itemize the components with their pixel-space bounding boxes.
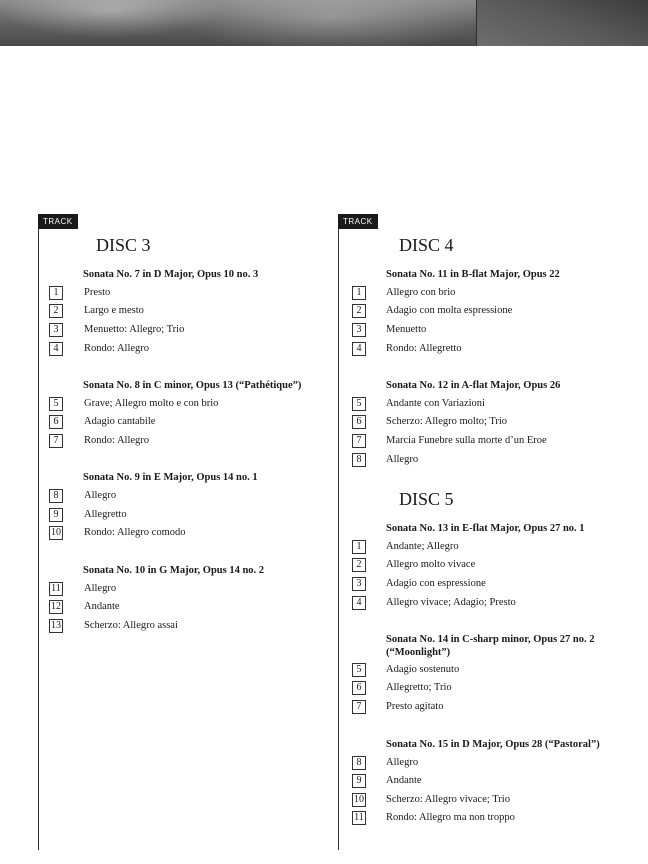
sonata-title: Sonata No. 13 in E-flat Major, Opus 27 no. 1 bbox=[386, 523, 585, 534]
track-name: Rondo: Allegro ma non troppo bbox=[386, 812, 515, 823]
track-number: 1 bbox=[352, 286, 366, 300]
track-name: Menuetto bbox=[386, 324, 427, 335]
track-name: Scherzo: Allegro vivace; Trio bbox=[386, 794, 510, 805]
sonata-title: Sonata No. 12 in A-flat Major, Opus 26 bbox=[386, 380, 561, 391]
track-name: Scherzo: Allegro molto; Trio bbox=[386, 416, 508, 427]
track-name: Rondo: Allegro bbox=[84, 435, 150, 446]
track-number: 9 bbox=[352, 774, 366, 788]
track-number: 4 bbox=[49, 342, 63, 356]
header-banner-panel bbox=[476, 0, 648, 46]
track-header-right: TRACK bbox=[338, 214, 378, 229]
track-number: 10 bbox=[354, 794, 364, 805]
sonata-title: Sonata No. 9 in E Major, Opus 14 no. 1 bbox=[83, 472, 258, 483]
track-number: 8 bbox=[352, 453, 366, 467]
track-number: 1 bbox=[49, 286, 63, 300]
track-name: Allegro vivace; Adagio; Presto bbox=[386, 597, 516, 608]
track-number: 6 bbox=[352, 681, 366, 695]
sonata-title: Sonata No. 7 in D Major, Opus 10 no. 3 bbox=[83, 269, 259, 280]
track-number: 2 bbox=[352, 558, 366, 572]
track-number: 13 bbox=[51, 620, 61, 631]
track-name: Adagio sostenuto bbox=[386, 664, 460, 675]
track-name: Andante con Variazioni bbox=[386, 398, 485, 409]
track-number: 2 bbox=[352, 304, 366, 318]
track-name: Adagio cantabile bbox=[84, 416, 156, 427]
track-number: 6 bbox=[352, 415, 366, 429]
right-column-rule bbox=[338, 214, 339, 850]
disc-title: DISC 5 bbox=[399, 489, 454, 509]
track-name: Allegretto bbox=[84, 509, 127, 520]
track-name: Rondo: Allegretto bbox=[386, 343, 462, 354]
track-number: 8 bbox=[352, 756, 366, 770]
sonata-title: Sonata No. 8 in C minor, Opus 13 (“Pathétique”) bbox=[83, 380, 302, 391]
disc-title: DISC 3 bbox=[96, 235, 151, 255]
track-name: Presto bbox=[84, 287, 111, 298]
track-number: 3 bbox=[49, 323, 63, 337]
track-name: Andante bbox=[84, 601, 120, 612]
track-name: Presto agitato bbox=[386, 701, 444, 712]
track-number: 10 bbox=[51, 527, 61, 538]
track-number: 7 bbox=[352, 700, 366, 714]
sonata-title: Sonata No. 10 in G Major, Opus 14 no. 2 bbox=[83, 565, 265, 576]
track-name: Adagio con espressione bbox=[386, 578, 486, 589]
track-number: 12 bbox=[51, 601, 61, 612]
track-number: 1 bbox=[352, 540, 366, 554]
track-name: Allegro bbox=[84, 583, 117, 594]
track-number: 7 bbox=[49, 434, 63, 448]
sonata-title-line: (“Moonlight”) bbox=[386, 647, 451, 658]
disc-title: DISC 4 bbox=[399, 235, 454, 255]
track-number: 9 bbox=[49, 508, 63, 522]
track-number: 3 bbox=[352, 577, 366, 591]
track-header-left: TRACK bbox=[38, 214, 78, 229]
track-number: 7 bbox=[352, 434, 366, 448]
track-number: 8 bbox=[49, 489, 63, 503]
track-name: Adagio con molta espressione bbox=[386, 305, 513, 316]
track-name: Allegro con brio bbox=[386, 287, 456, 298]
track-number: 5 bbox=[49, 397, 63, 411]
sonata-title bbox=[386, 633, 595, 659]
track-number: 2 bbox=[49, 304, 63, 318]
track-name: Menuetto: Allegro; Trio bbox=[84, 324, 185, 335]
track-number: 11 bbox=[49, 582, 63, 596]
track-name: Allegretto; Trio bbox=[386, 682, 452, 693]
track-name: Andante; Allegro bbox=[386, 541, 459, 552]
track-name: Rondo: Allegro comodo bbox=[84, 527, 186, 538]
track-number: 11 bbox=[352, 811, 366, 825]
sonata-title: Sonata No. 11 in B-flat Major, Opus 22 bbox=[386, 269, 560, 280]
track-name: Allegro bbox=[386, 757, 419, 768]
track-name: Allegro molto vivace bbox=[386, 559, 476, 570]
track-number: 3 bbox=[352, 323, 366, 337]
track-name: Andante bbox=[386, 775, 422, 786]
track-name: Allegro bbox=[84, 490, 117, 501]
track-name: Largo e mesto bbox=[84, 305, 144, 316]
track-number: 4 bbox=[352, 342, 366, 356]
track-number: 5 bbox=[352, 397, 366, 411]
track-name: Rondo: Allegro bbox=[84, 343, 150, 354]
track-number: 4 bbox=[352, 596, 366, 610]
sonata-title-line: Sonata No. 14 in C-sharp minor, Opus 27 no. 2 bbox=[386, 634, 595, 645]
track-name: Allegro bbox=[386, 454, 419, 465]
track-name: Grave; Allegro molto e con brio bbox=[84, 398, 219, 409]
sonata-title: Sonata No. 15 in D Major, Opus 28 (“Pastoral”) bbox=[386, 739, 600, 750]
track-name: Marcia Funebre sulla morte d’un Eroe bbox=[386, 435, 547, 446]
track-number: 5 bbox=[352, 663, 366, 677]
left-column-rule bbox=[38, 214, 39, 850]
track-name: Scherzo: Allegro assai bbox=[84, 620, 178, 631]
track-number: 6 bbox=[49, 415, 63, 429]
